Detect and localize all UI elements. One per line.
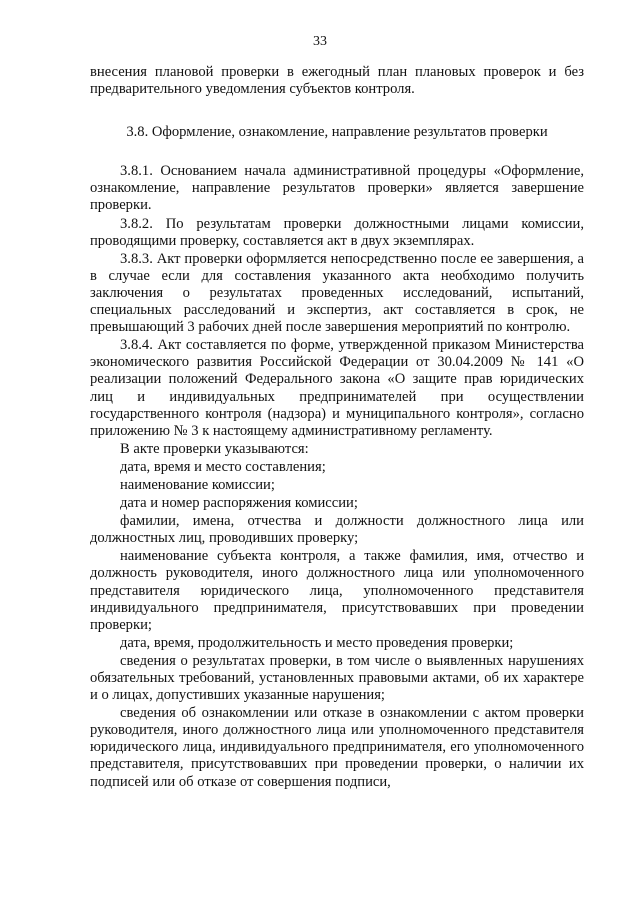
paragraph-3-8-1: 3.8.1. Основанием начала административной процедуры «Оформление, ознакомление, направление результатов проверки» является завершение проверки. bbox=[90, 163, 584, 214]
list-item: дата, время и место составления; bbox=[120, 458, 326, 475]
list-item: наименование субъекта контроля, а также фамилия, имя, отчество и должность руководителя, иного должностного лица или уполномоченного представителя юридического лица, уполномоченного представителя индивидуального предпринимателя, присутствовавших при проведении проверки; bbox=[90, 548, 584, 633]
list-intro: В акте проверки указываются: bbox=[120, 440, 309, 457]
list-item: дата и номер распоряжения комиссии; bbox=[120, 495, 358, 512]
paragraph-3-8-3: 3.8.3. Акт проверки оформляется непосредственно после ее завершения, а в случае если для составления указанного акта необходимо получить заключения о результатах проведенных исследований, испытаний, специальных расследований и экспертиз, акт составляется в срок, не превышающий 3 рабочих дней после завершения мероприятий по контролю. bbox=[90, 250, 584, 336]
paragraph-continuation: внесения плановой проверки в ежегодный план плановых проверок и без предварительного уведомления субъектов контроля. bbox=[90, 64, 584, 98]
list-item: дата, время, продолжительность и место проведения проверки; bbox=[120, 634, 514, 651]
list-item: сведения о результатах проверки, в том числе о выявленных нарушениях обязательных требований, установленных правовыми актами, об их характере и о лицах, допустивших указанные нарушения; bbox=[90, 652, 584, 704]
document-body bbox=[90, 64, 584, 791]
section-heading: 3.8. Оформление, ознакомление, направление результатов проверки bbox=[126, 124, 548, 141]
list-item: сведения об ознакомлении или отказе в ознакомлении с актом проверки руководителя, иного должностного лица или уполномоченного представителя юридического лица, индивидуального предпринимателя, его уполномоченного представителя, присутствовавших при проведении проверки, о наличии их подписей или об отказе от совершения подписи, bbox=[90, 705, 584, 790]
list-item: фамилии, имена, отчества и должности должностного лица или должностных лиц, проводивших проверку; bbox=[90, 513, 584, 547]
page-number: 33 bbox=[313, 34, 327, 49]
paragraph-3-8-2: 3.8.2. По результатам проверки должностными лицами комиссии, проводящими проверку, составляется акт в двух экземплярах. bbox=[90, 215, 584, 249]
list-item: наименование комиссии; bbox=[120, 476, 275, 493]
paragraph-3-8-4: 3.8.4. Акт составляется по форме, утвержденной приказом Министерства экономического развития Российской Федерации от 30.04.2009 № 141 «О реализации положений Федерального закона «О защите прав юридических лиц и индивидуальных предпринимателей при осуществлении государственного контроля (надзора) и муниципального контроля», согласно приложению № 3 к настоящему административному регламенту. bbox=[90, 337, 584, 439]
